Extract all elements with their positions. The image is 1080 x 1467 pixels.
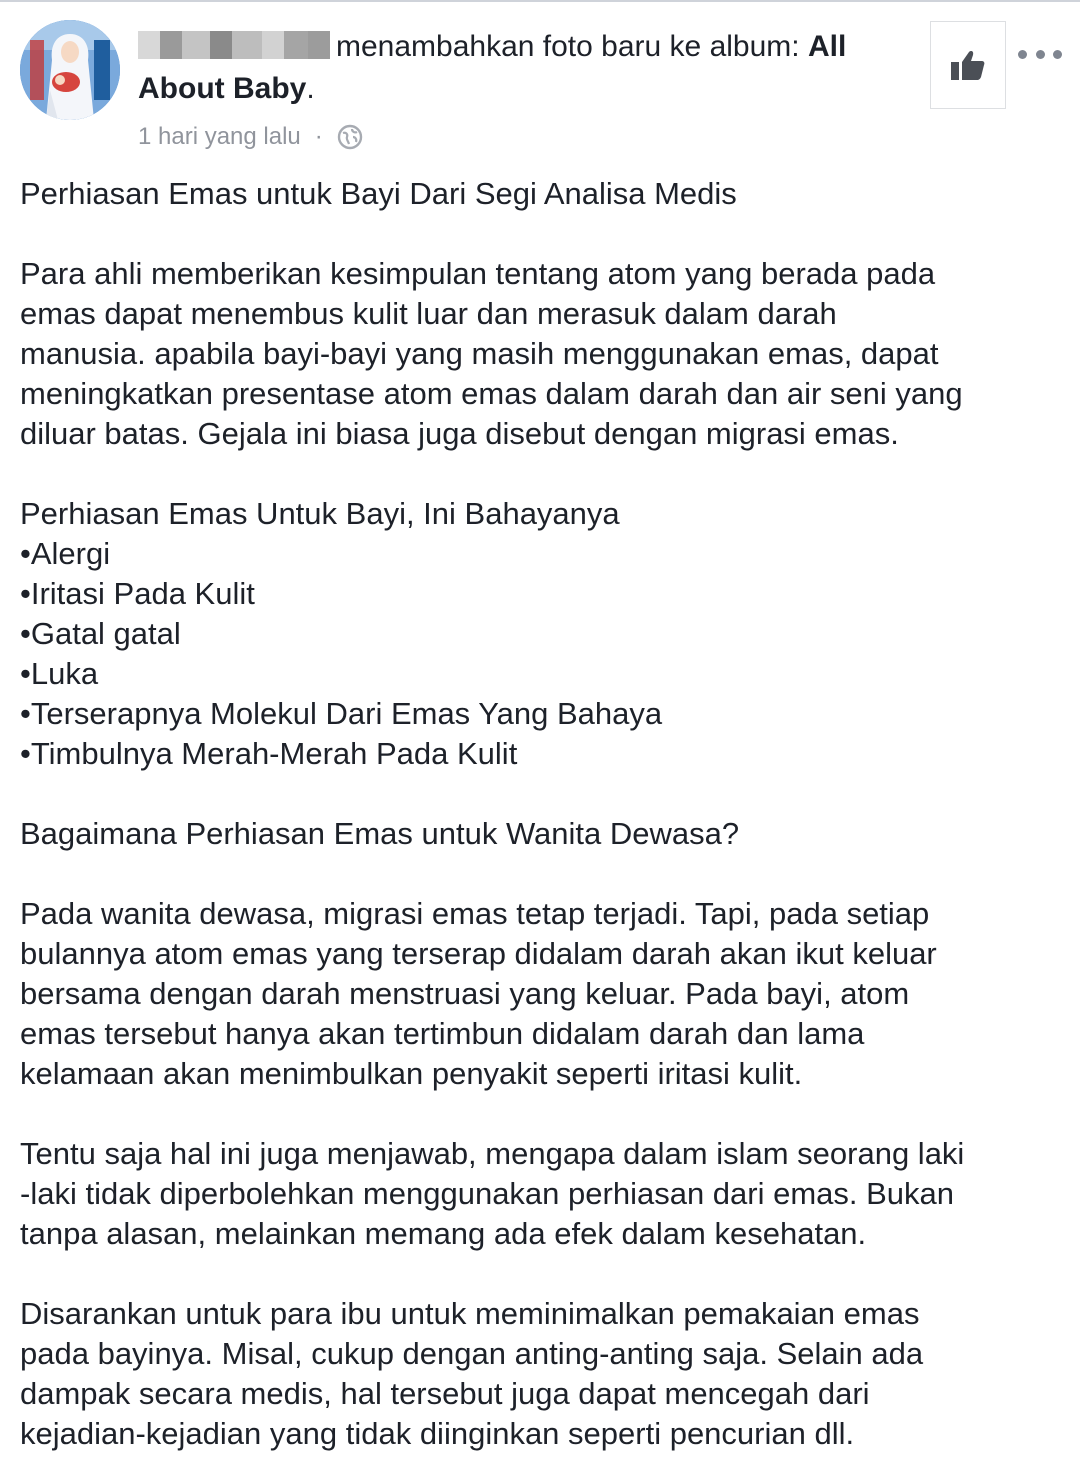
paragraph-2-line: bulannya atom emas yang terserap didalam darah akan ikut keluar [20, 936, 937, 971]
adult-heading: Bagaimana Perhiasan Emas untuk Wanita Dewasa? [20, 816, 740, 851]
paragraph-2-line: bersama dengan darah menstruasi yang keluar. Pada bayi, atom [20, 976, 910, 1011]
danger-list-item: •Luka [20, 656, 99, 691]
like-button[interactable] [930, 21, 1006, 109]
danger-heading: Perhiasan Emas Untuk Bayi, Ini Bahayanya [20, 496, 620, 531]
paragraph-1-line: emas dapat menembus kulit luar dan merasuk dalam darah [20, 296, 837, 331]
post-timestamp[interactable]: 1 hari yang lalu [138, 123, 301, 150]
paragraph-2-line: Pada wanita dewasa, migrasi emas tetap terjadi. Tapi, pada setiap [20, 896, 930, 931]
paragraph-3-line: -laki tidak diperbolehkan menggunakan perhiasan dari emas. Bukan [20, 1176, 955, 1211]
album-suffix: . [306, 72, 315, 105]
paragraph-4-line: pada bayinya. Misal, cukup dengan anting-anting saja. Selain ada [20, 1336, 924, 1371]
danger-list-item: •Iritasi Pada Kulit [20, 576, 255, 611]
thumbs-up-icon [950, 49, 986, 81]
paragraph-3-line: tanpa alasan, melainkan memang ada efek dalam kesehatan. [20, 1216, 867, 1251]
danger-list-item: •Alergi [20, 536, 111, 571]
paragraph-2-line: emas tersebut hanya akan tertimbun didalam darah dan lama [20, 1016, 865, 1051]
more-options-icon[interactable] [1018, 36, 1062, 72]
paragraph-1-line: diluar batas. Gejala ini biasa juga disebut dengan migrasi emas. [20, 416, 899, 451]
album-link[interactable]: All About Baby [138, 30, 847, 105]
post-body [20, 174, 1070, 1454]
danger-list-item: •Gatal gatal [20, 616, 181, 651]
top-divider [0, 0, 1080, 2]
paragraph-1-line: meningkatkan presentase atom emas dalam darah dan air seni yang [20, 376, 963, 411]
post-meta [138, 120, 363, 154]
paragraph-2-line: kelamaan akan menimbulkan penyakit seperti iritasi kulit. [20, 1056, 803, 1091]
profile-avatar[interactable] [20, 20, 120, 120]
meta-separator: · [314, 123, 323, 150]
post-header-text [138, 26, 918, 110]
danger-list-item: •Terserapnya Molekul Dari Emas Yang Bahaya [20, 696, 663, 731]
paragraph-4-line: Disarankan untuk para ibu untuk meminimalkan pemakaian emas [20, 1296, 920, 1331]
danger-list-item: •Timbulnya Merah-Merah Pada Kulit [20, 736, 518, 771]
post-title: Perhiasan Emas untuk Bayi Dari Segi Analisa Medis [20, 176, 737, 211]
paragraph-1-line: Para ahli memberikan kesimpulan tentang atom yang berada pada [20, 256, 936, 291]
paragraph-3-line: Tentu saja hal ini juga menjawab, mengapa dalam islam seorang laki [20, 1136, 965, 1171]
paragraph-4-line: dampak secara medis, hal tersebut juga dapat mencegah dari [20, 1376, 870, 1411]
paragraph-1-line: manusia. apabila bayi-bayi yang masih menggunakan emas, dapat [20, 336, 939, 371]
globe-icon [337, 124, 363, 150]
paragraph-4-line: kejadian-kejadian yang tidak diinginkan seperti pencurian dll. [20, 1416, 855, 1451]
avatar-image-icon [20, 20, 120, 120]
action-text: menambahkan foto baru ke album: [336, 30, 800, 63]
